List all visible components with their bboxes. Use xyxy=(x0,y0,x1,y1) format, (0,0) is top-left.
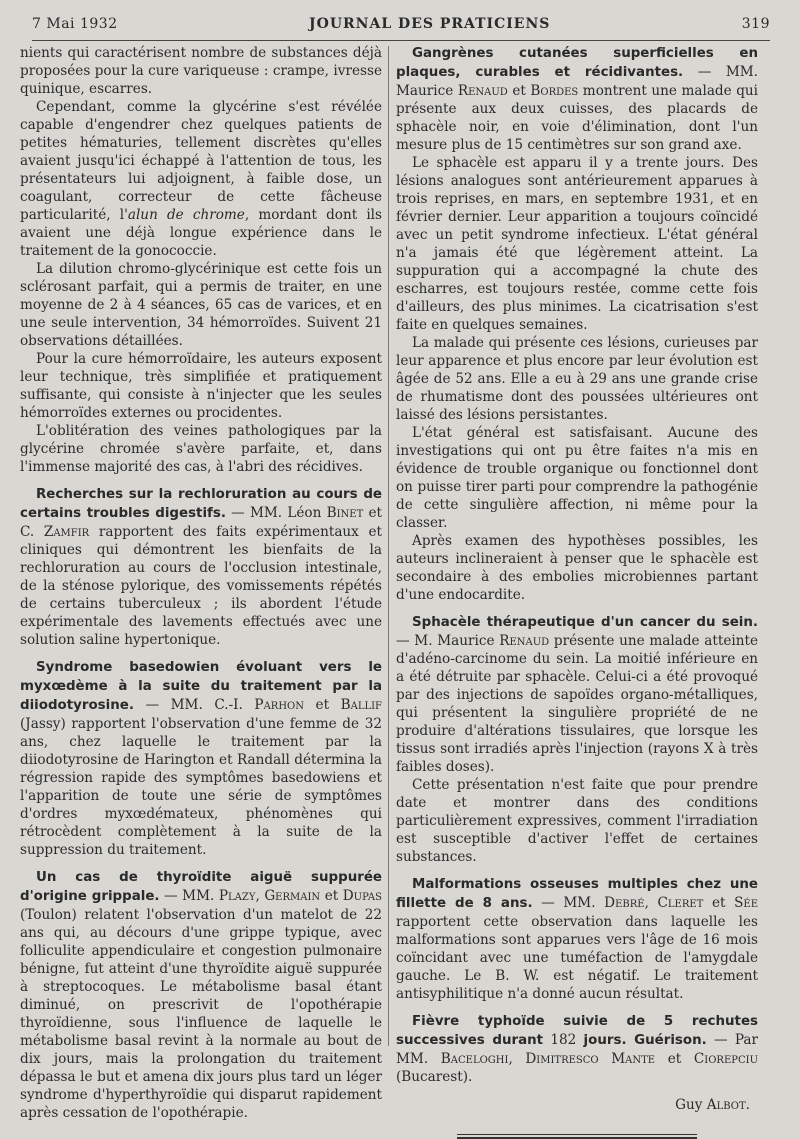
section-gangrenes xyxy=(396,44,758,604)
section-typhoide xyxy=(396,1012,758,1086)
column-divider xyxy=(388,46,389,1046)
section-malformations xyxy=(396,875,758,1003)
paragraph: La malade qui présente ces lésions, curieuses par leur apparence et plus encore par leur évolution est âgée de 52 ans. Elle a eu à 29 ans une grande crise de rhumatisme dont des poussées ultérieures ont laissé des lésions persistantes. xyxy=(396,335,758,423)
paragraph: Après examen des hypothèses possibles, les auteurs inclineraient à penser que le sphacèle est secondaire à des embolies microbiennes partant d'une endocardite. xyxy=(396,533,758,603)
header-rule xyxy=(32,40,770,41)
right-column xyxy=(396,44,758,1139)
section-body: Syndrome basedowien évoluant vers le myxœdème à la suite du traitement par la diiodotyrosine. — MM. C.-I. Parhon et Ballif (Jassy) rapportent l'observation d'une femme de 32 ans, chez laquelle le traitement par la diiodotyrosine de Harington et Randall détermina la régression rapide des symptômes basedowiens et l'apparition de toute une série de symptômes d'ordres myxœdémateux, phénomènes qui rétrocèdent complètement à la suite de la suppression du traitement. xyxy=(20,660,382,858)
section-body: Un cas de thyroïdite aiguë suppurée d'origine grippale. — MM. Plazy, Germain et Dupas (Toulon) relatent l'observation d'un matelot de 22 ans qui, au décours d'une grippe typique, avec folliculite appendiculaire et congestion pulmonaire bénigne, fut atteint d'une thyroïdite aiguë suppurée à streptocoques. Le métabolisme basal étant diminué, on prescrivit de l'opothérapie thyroïdienne, sous l'influence de laquelle le métabolisme basal revint à la normale au bout de dix jours, mais la prolongation du traitement dépassa le but et amena dix jours plus tard un léger syndrome d'hyperthyroïdie qui disparut rapidement après cessation de l'opothérapie. xyxy=(20,870,382,1121)
section-title: Sphacèle thérapeutique d'un cancer du sein. xyxy=(412,615,758,630)
end-rule xyxy=(457,1134,697,1135)
paragraph: L'état général est satisfaisant. Aucune des investigations qui ont pu être faites n'a mis en évidence de trouble organique ou fonctionnel dont on puisse tirer parti pour comprendre la pathogénie de cette singulière affection, ni même pour la classer. xyxy=(396,425,758,531)
section-body: Sphacèle thérapeutique d'un cancer du sein. — M. Maurice Renaud présente une malade atteinte d'adéno-carcinome du sein. La moitié inférieure en a été détruite par sphacèle. Celui-ci a été provoqué par des injections de sapoïdes organo-métalliques, qui présentent la singulière propriété de ne produire d'altérations tissulaires, que lorsque les tissus sont irradiés après l'injection (rayons X à très faibles doses). xyxy=(396,615,758,775)
section-myxoedeme xyxy=(20,658,382,859)
section-rechloruration xyxy=(20,485,382,649)
page-header xyxy=(32,16,770,32)
section-body: Recherches sur la rechloruration au cours de certains troubles digestifs. — MM. Léon Binet et C. Zamfir rapportent des faits expérimentaux et cliniques qui démontrent les bienfaits de la rechloruration au cours de l'occlusion intestinale, de la sténose pylorique, des vomissements répétés de certains tuberculeux ; ils abordent l'étude expérimentale des lavements effectués avec une solution saline hypertonique. xyxy=(20,487,382,648)
author-signature: Guy Albot. xyxy=(675,1097,750,1113)
paragraph: Cette présentation n'est faite que pour prendre date et montrer dans des conditions particulièrement expressives, comment l'irradiation est susceptible d'activer l'effet de certaines substances. xyxy=(396,777,758,865)
paragraph: nients qui caractérisent nombre de substances déjà proposées pour la cure variqueuse : crampe, ivresse quinique, escarres. xyxy=(20,45,382,97)
paragraph: Le sphacèle est apparu il y a trente jours. Des lésions analogues sont antérieurement apparues à trois reprises, en mars, en septembre 1931, et en février dernier. Leur apparition a toujours coïncidé avec un petit syndrome infectieux. L'état général n'a jamais été que légèrement atteint. La suppuration qui a accompagné la chute des escharres, est toujours restée, comme cette fois d'ailleurs, des plus minimes. La cicatrisation s'est faite en quelques semaines. xyxy=(396,155,758,333)
section-title: Malformations osseuses multiples chez une fillette de 8 ans. xyxy=(396,877,758,911)
section-sphacele xyxy=(396,613,758,866)
section-body: Fièvre typhoïde suivie de 5 rechutes successives durant 182 jours. Guérison. — Par MM. Baceloghi, Dimitresco Mante et Ciorepciu (Bucarest). xyxy=(396,1014,758,1085)
section-thyroidite xyxy=(20,868,382,1122)
section-title: Syndrome basedowien évoluant vers le myxœdème à la suite du traitement par la diiodotyrosine. xyxy=(20,660,382,713)
paragraph: Cependant, comme la glycérine s'est révélée capable d'engendrer chez quelques patients de petites hématuries, tellement discrètes qu'elles avaient jusqu'ici échappé à l'attention de tous, les présentateurs lui adjoignent, à faible dose, un coagulant, correcteur de cette fâcheuse particularité, l'alun de chrome, mordant dont ils avaient une déjà longue expérience dans le traitement de la gonococcie. xyxy=(20,99,383,259)
journal-title: JOURNAL DES PRATICIENS xyxy=(309,16,551,32)
section-title: Fièvre typhoïde suivie de 5 rechutes successives durant xyxy=(396,1014,758,1048)
issue-date: 7 Mai 1932 xyxy=(32,16,118,32)
section-title: Un cas de thyroïdite aiguë suppurée d'origine grippale. xyxy=(20,870,382,904)
page-number: 319 xyxy=(741,16,770,32)
paragraph: L'oblitération des veines pathologiques par la glycérine chromée s'avère parfaite, et, dans l'immense majorité des cas, à l'abri des récidives. xyxy=(20,423,382,475)
section-title: Gangrènes cutanées superficielles en plaques, curables et récidivantes. xyxy=(396,46,758,80)
left-column xyxy=(20,44,382,1122)
paragraph: Pour la cure hémorroïdaire, les auteurs exposent leur technique, très simplifiée et pratiquement suffisante, qui consiste à n'injecter que les seules hémorroïdes externes ou procidentes. xyxy=(20,351,382,421)
section-body: Malformations osseuses multiples chez une fillette de 8 ans. — MM. Debré, Cleret et Sée rapportent cette observation dans laquelle les malformations sont apparues vers l'âge de 16 mois coïncidant avec une tuméfaction de l'amygdale gauche. Le B. W. est négatif. Le traitement antisyphilitique n'a donné aucun résultat. xyxy=(396,877,759,1002)
section-body: Gangrènes cutanées superficielles en plaques, curables et récidivantes. — MM. Maurice Renaud et Bordes montrent une malade qui présente aux deux cuisses, des placards de sphacèle noir, en voie d'élimination, dont l'un mesure plus de 15 centimètres sur son grand axe. xyxy=(396,46,759,153)
section-title: Recherches sur la rechloruration au cours de certains troubles digestifs. xyxy=(20,487,382,521)
paragraph: La dilution chromo-glycérinique est cette fois un sclérosant parfait, qui a permis de traiter, en une moyenne de 2 à 4 séances, 65 cas de varices, et en une seule intervention, 34 hémorroïdes. Suivent 21 observations détaillées. xyxy=(20,261,382,349)
